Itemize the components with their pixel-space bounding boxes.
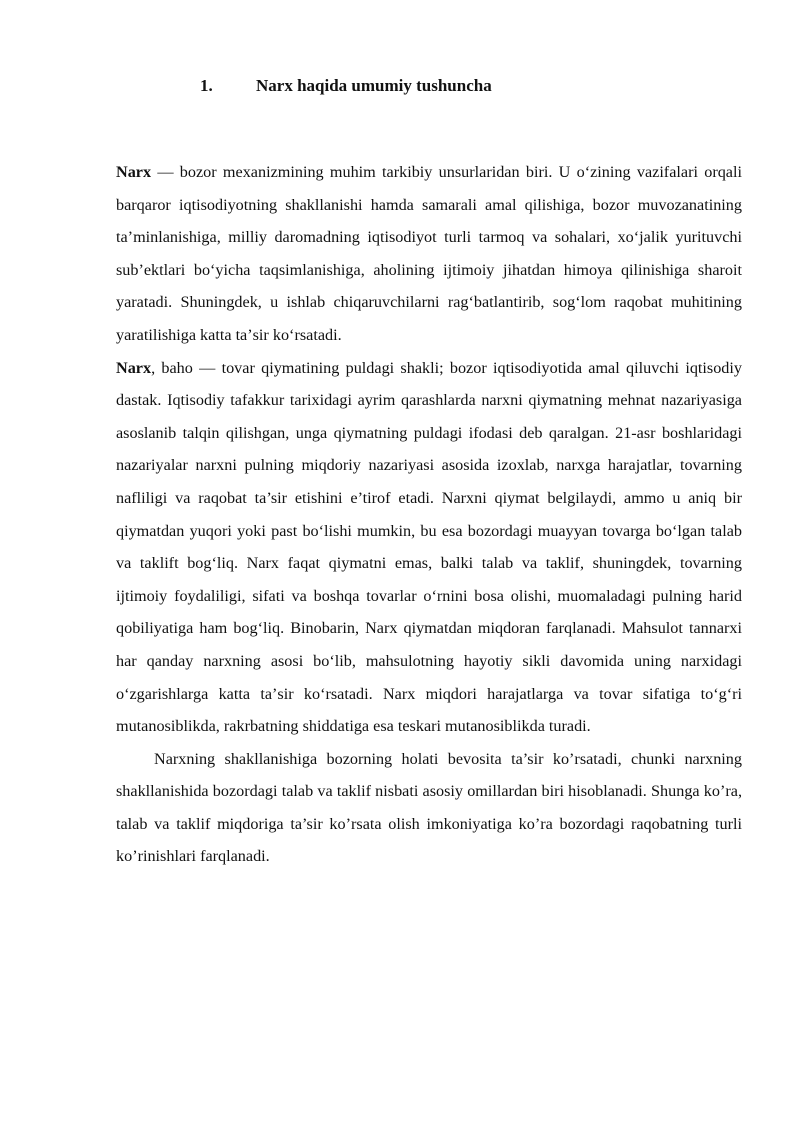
paragraph-text: , baho — tovar qiymatining puldagi shakli; bozor iqtisodiyotida amal qiluvchi iqtisodiy dastak. Iqtisodiy tafakkur tarixidagi ayrim qarashlarda narxni qiymatning mehnat nazariyasiga asoslanib talqin qilishgan, unga qiymatning puldagi ifodasi deb qaralgan. 21-asr boshlaridagi nazariyalar narxni pulning miqdoriy nazariyasi asosida izoxlab, narxga harajatlar, tovarning nafliligi va raqobat ta’sir etishini e’tirof etadi. Narxni qiymat belgilaydi, ammo u aniq bir qiymatdan yuqori yoki past boʻlishi mumkin, bu esa bozordagi muayyan tovarga boʻlgan talab va taklift bogʻliq. Narx faqat qiymatni emas, balki talab va taklif, shuningdek, tovarning ijtimoiy foydaliligi, sifati va boshqa tovarlar oʻrnini bosa olishi, muomaladagi pulning harid qobiliyatiga ham bogʻliq. Binobarin, Narx qiymatdan miqdoran farqlanadi. Mahsulot tannarxi har qanday narxning asosi boʻlib, mahsulotning hayotiy sikli davomida uning narxidagi oʻzgarishlarga katta taʼsir koʻrsatadi. Narx miqdori harajatlarga va tovar sifatiga toʻgʻri mutanosiblikda, rakrbatning shiddatiga esa teskari mutanosiblikda turadi. (116, 358, 742, 736)
section-title: Narx haqida umumiy tushuncha (256, 76, 492, 95)
section-heading (200, 76, 492, 96)
paragraph-narx-baho (116, 352, 742, 743)
paragraph-market-state (116, 743, 742, 873)
body-text (116, 156, 742, 873)
paragraph-narx-definition (116, 156, 742, 352)
section-number: 1. (200, 76, 213, 95)
paragraph-text: Narxning shakllanishiga bozorning holati bevosita ta’sir ko’rsatadi, chunki narxning shakllanishida bozordagi talab va taklif nisbati asosiy omillardan biri hisoblanadi. Shunga ko’ra, talab va taklif miqdoriga ta’sir ko’rsata olish imkoniyatiga ko’ra bozordagi raqobatning turli ko’rinishlari farqlanadi. (116, 749, 742, 866)
term-narx: Narx (116, 163, 152, 181)
term-narx: Narx (116, 358, 152, 377)
paragraph-text: — bozor mexanizmining muhim tarkibiy unsurlaridan biri. U oʻzining vazifalari orqali barqaror iqtisodiyotning shakllanishi hamda samarali amal qilishiga, bozor muvozanatining taʼminlanishiga, milliy daromadning iqtisodiyot turli tarmoq va sohalari, xoʻjalik yurituvchi subʼektlari boʻyicha taqsimlanishiga, aholining ijtimoiy jihatdan himoya qilinishiga sharoit yaratadi. Shuningdek, u ishlab chiqaruvchilarni ragʻbatlantirib, sogʻlom raqobat muhitining yaratilishiga katta taʼsir koʻrsatadi. (116, 163, 742, 344)
